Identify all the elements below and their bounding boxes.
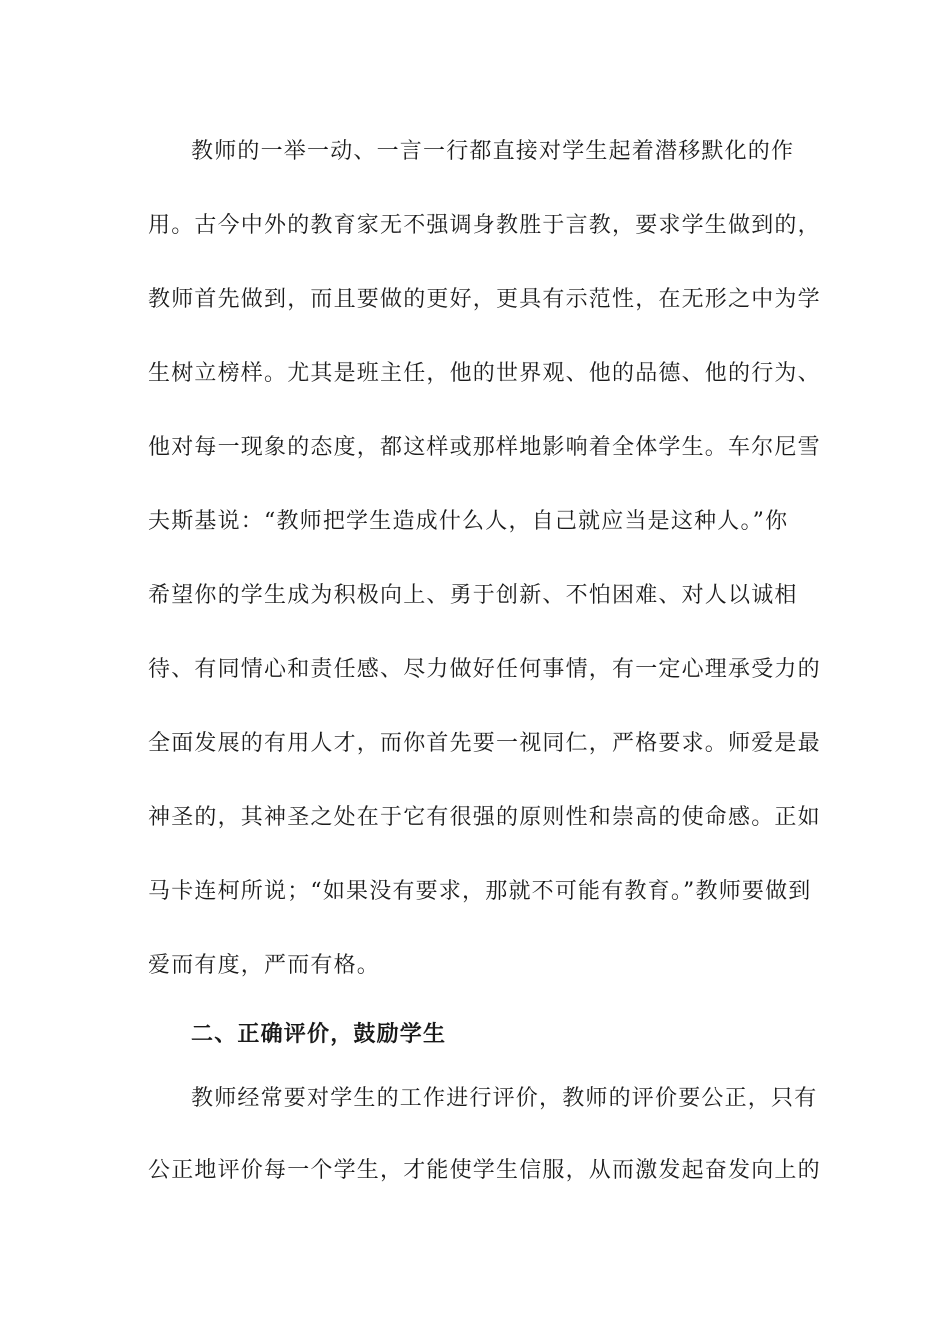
- paragraph-1-line-7: 希望你的学生成为积极向上、勇于创新、不怕困难、对人以诚相: [148, 583, 798, 608]
- paragraph-1-line-2: 用。古今中外的教育家无不强调身教胜于言教，要求学生做到的，: [148, 213, 821, 238]
- paragraph-2-line-1: 教师经常要对学生的工作进行评价，教师的评价要公正，只有: [191, 1086, 818, 1111]
- paragraph-1-line-8: 待、有同情心和责任感、尽力做好任何事情，有一定心理承受力的: [148, 657, 821, 682]
- paragraph-1-line-10: 神圣的，其神圣之处在于它有很强的原则性和崇高的使命感。正如: [148, 805, 821, 830]
- paragraph-1-line-4: 生树立榜样。尤其是班主任，他的世界观、他的品德、他的行为、: [148, 361, 821, 386]
- paragraph-2-line-2: 公正地评价每一个学生，才能使学生信服，从而激发起奋发向上的: [148, 1158, 821, 1183]
- paragraph-1-line-3: 教师首先做到，而且要做的更好，更具有示范性，在无形之中为学: [148, 287, 821, 312]
- paragraph-1-line-6: 夫斯基说：“教师把学生造成什么人，自己就应当是这种人。”你: [148, 509, 789, 534]
- paragraph-1-line-11: 马卡连柯所说；“如果没有要求，那就不可能有教育。”教师要做到: [148, 879, 812, 904]
- paragraph-1-line-5: 他对每一现象的态度，都这样或那样地影响着全体学生。车尔尼雪: [148, 435, 821, 460]
- paragraph-1-line-1: 教师的一举一动、一言一行都直接对学生起着潜移默化的作: [191, 139, 795, 164]
- paragraph-1-line-12: 爱而有度，严而有格。: [148, 953, 381, 978]
- paragraph-1-line-9: 全面发展的有用人才，而你首先要一视同仁，严格要求。师爱是最: [148, 731, 821, 756]
- section-heading: 二、正确评价，鼓励学生: [191, 1022, 447, 1047]
